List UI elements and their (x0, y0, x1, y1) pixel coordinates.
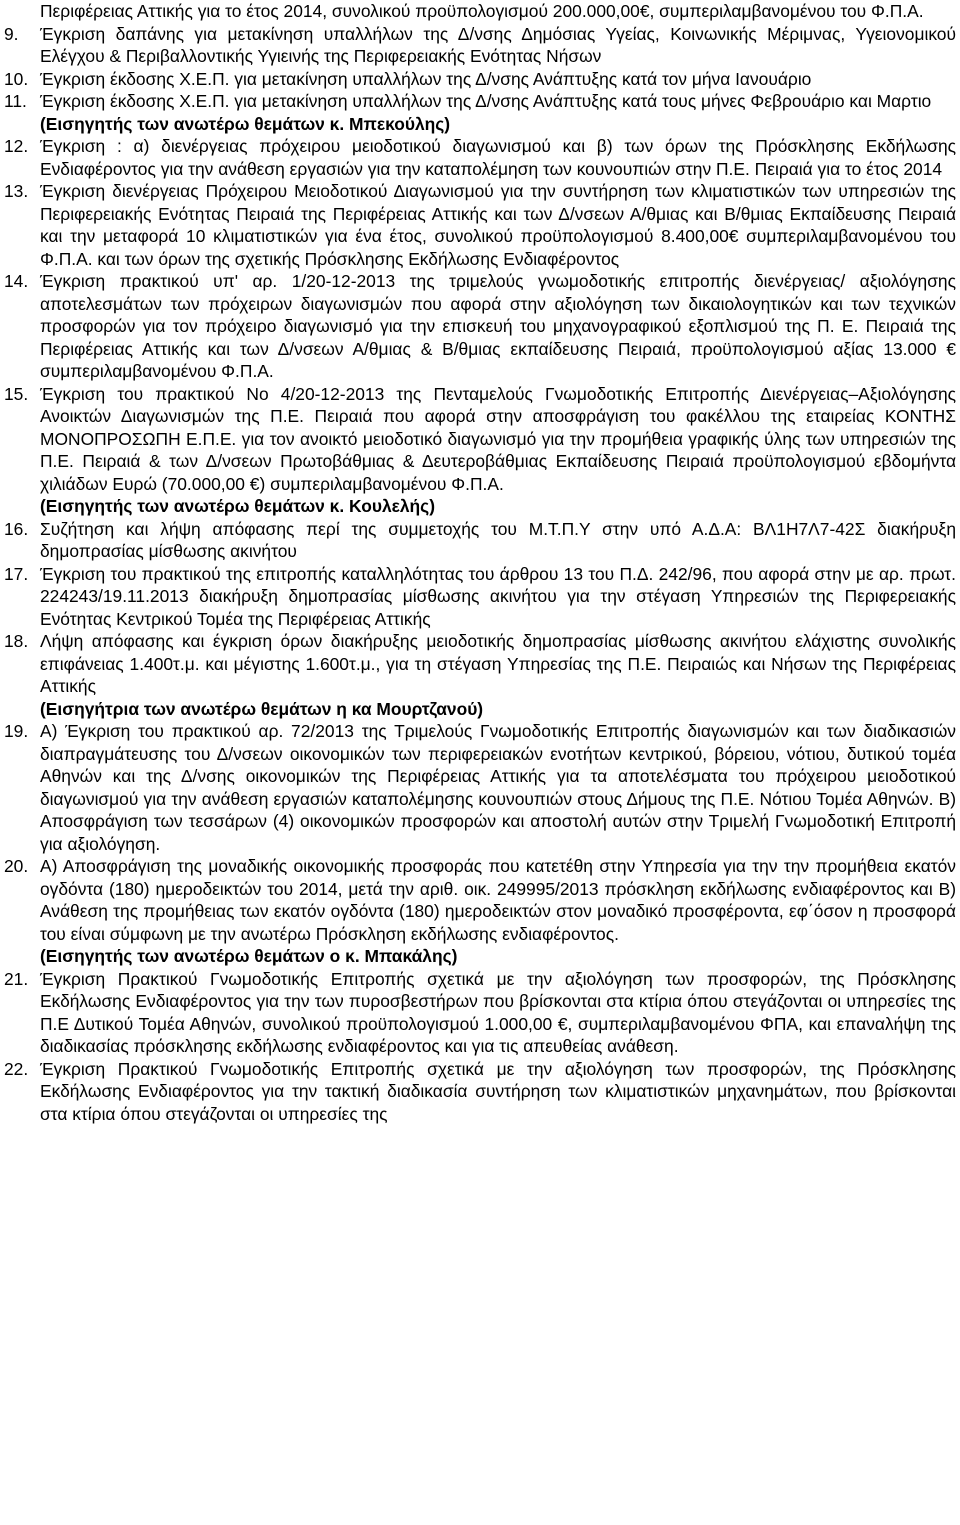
agenda-item-number: 17. (4, 563, 29, 584)
agenda-item (0, 270, 960, 383)
agenda-item (0, 383, 960, 496)
agenda-item (0, 1058, 960, 1126)
agenda-item (0, 23, 960, 68)
agenda-item-number: 22. (4, 1058, 29, 1079)
agenda-item (0, 968, 960, 1058)
agenda-item-text: Έγκριση διενέργειας Πρόχειρου Μειοδοτικού Διαγωνισμού για την συντήρηση των κλιματιστικών των υπηρεσιών της Περιφερειακής Ενότητας Πειραιά της Περιφέρειας Αττικής και των Δ/νσεων Α/θμιας και Β/θμιας Εκπαίδευσης Πειραιά και την μεταφορά 10 κλιματιστικών για ένα έτος, συνολικού προϋπολογισμού 8.400,00€ συμπεριλαμβανομένου του Φ.Π.Α. και των όρων της σχετικής Πρόσκλησης Εκδήλωσης Ενδιαφέροντος (40, 181, 956, 269)
agenda-item-number: 9. (4, 23, 19, 44)
agenda-item-number: 20. (4, 856, 29, 876)
agenda-item-text: Έγκριση Πρακτικού Γνωμοδοτικής Επιτροπής σχετικά με την αξιολόγηση των προσφορών, της Πρόσκλησης Εκδήλωσης Ενδιαφέροντος για την τακτική διαδικασία συντήρηση των κλιματιστικών μηχανημάτων, που βρίσκονται στα κτίρια όπου στεγάζονται οι υπηρεσίες της (40, 1058, 956, 1124)
agenda-item-number: 10. (4, 68, 29, 89)
agenda-item-number: 18. (4, 631, 29, 651)
agenda-item (0, 90, 960, 113)
agenda-item-number: 13. (4, 181, 29, 201)
agenda-item-number: 21. (4, 968, 29, 989)
agenda-item-number: 19. (4, 721, 29, 741)
continued-paragraph (0, 0, 960, 23)
agenda-item-number: 15. (4, 383, 29, 404)
agenda-item-text: Έγκριση Πρακτικού Γνωμοδοτικής Επιτροπής σχετικά με την αξιολόγηση των προσφορών, της Πρόσκλησης Εκδήλωσης Ενδιαφέροντος για την των πυροσβεστήρων που βρίσκονται στα κτίρια όπου στεγάζονται οι υπηρεσίες της Π.Ε Δυτικού Τομέα Αθηνών, συνολικού προϋπολογισμού 1.000,00 €, συμπεριλαμβανομένου ΦΠΑ, και επαναλήψη της διαδικασίας πρόσκλησης εκδήλωσης ενδιαφέροντος και για τις απευθείας ανάθεση. (40, 968, 956, 1056)
agenda-item-text: Έγκριση πρακτικού υπ' αρ. 1/20-12-2013 της τριμελούς γνωμοδοτικής επιτροπής διενέργειας/ αξιολόγησης αποτελεσμάτων των πρόχειρων διαγωνισμών που αφορά στην αξιολόγηση των δικαιολογητικών και των τεχνικών προσφορών για τον πρόχειρο διαγωνισμό για την επισκευή του μηχανογραφικού εξοπλισμού της Π. Ε. Πειραιά της Περιφέρειας Αττικής και των Δ/νσεων Α/θμιας & Β/θμιας εκπαίδευσης Πειραιά, προϋπολογισμού αξίας 13.000 € συμπεριλαμβανομένου Φ.Π.Α. (40, 271, 956, 381)
agenda-item (0, 68, 960, 91)
rapporteur-heading: (Εισηγητής των ανωτέρω θεμάτων κ. Κουλελής) (40, 496, 435, 516)
agenda-item-text: Έγκριση του πρακτικού της επιτροπής καταλληλότητας του άρθρου 13 του Π.Δ. 242/96, που αφορά στην με αρ. πρωτ. 224243/19.11.2013 διακήρυξη δημοπρασίας μίσθωσης ακινήτου για την στέγαση Υπηρεσιών της Περιφερειακής Ενότητας Κεντρικού Τομέα της Περιφέρειας Αττικής (40, 563, 956, 629)
agenda-item-text: Λήψη απόφασης και έγκριση όρων διακήρυξης μειοδοτικής δημοπρασίας μίσθωσης ακινήτου ελάχιστης συνολικής επιφάνειας 1.400τ.μ. και μέγιστης 1.600τ.μ., για τη στέγαση Υπηρεσίας της Π.Ε. Πειραιώς και Νήσων της Περιφέρειας Αττικής (40, 631, 956, 696)
agenda-item-text: Έγκριση έκδοσης Χ.Ε.Π. για μετακίνηση υπαλλήλων της Δ/νσης Ανάπτυξης κατά τους μήνες Φεβρουάριο και Μαρτιο (40, 91, 932, 111)
agenda-item-text: Περιφέρειας Αττικής για το έτος 2014, συνολικού προϋπολογισμού 200.000,00€, συμπεριλαμβανομένου του Φ.Π.Α. (40, 1, 924, 21)
rapporteur-heading: (Εισηγητής των ανωτέρω θεμάτων κ. Μπεκούλης) (40, 113, 451, 134)
agenda-item-text: Α) Αποσφράγιση της μοναδικής οικονομικής προσφοράς που κατετέθη στην Υπηρεσία για την την προμήθεια εκατόν ογδόντα (180) ημεροδεικτών του 2014, μετά την αριθ. οικ. 249995/2013 πρόσκληση εκδήλωσης ενδιαφέροντος και Β) Ανάθεση της προμήθειας των εκατόν ογδόντα (180) ημεροδεικτών στον μοναδικό προσφέροντα, εφ΄όσον η προσφορά του είναι σύμφωνη με την ανωτέρω Πρόσκληση εκδήλωσης ενδιαφέροντος. (40, 856, 956, 944)
agenda-item-number: 16. (4, 518, 29, 539)
agenda-item-number: 14. (4, 271, 29, 291)
agenda-item (0, 630, 960, 698)
agenda-item-number: 11. (4, 91, 27, 111)
rapporteur-heading: (Εισηγήτρια των ανωτέρω θεμάτων η κα Μουρτζανού) (40, 698, 484, 719)
rapporteur-heading: (Εισηγητής των ανωτέρω θεμάτων ο κ. Μπακάλης) (40, 946, 458, 966)
agenda-item (0, 135, 960, 180)
agenda-item (0, 720, 960, 855)
agenda-item (0, 855, 960, 945)
agenda-item-text: Α) Έγκριση του πρακτικού αρ. 72/2013 της Τριμελούς Γνωμοδοτικής Επιτροπής διαγωνισμών και των διαδικασιών διαπραγμάτευσης του Δ/νσεων οικονομικών των περιφερειακών ενοτήτων κεντρικού, βόρειου, νότιου, δυτικού τομέα Αθηνών και της Δ/νσης οικονομικών της Περιφέρειας Αττικής για τα αποτελέσματα του πρόχειρου μειοδοτικού διαγωνισμού για την ανάθεση εργασιών καταπολέμησης κουνουπιών στους Δήμους της Π.Ε. Νότιου Τομέα Αθηνών. Β) Αποσφράγιση των τεσσάρων (4) οικονομικών προσφορών και αποστολή αυτών στην Τριμελή Γνωμοδοτική Επιτροπή για αξιολόγηση. (40, 721, 956, 854)
agenda-item (0, 180, 960, 270)
agenda-item-text: Έγκριση : α) διενέργειας πρόχειρου μειοδοτικού διαγωνισμού και β) των όρων της Πρόσκλησης Εκδήλωσης Ενδιαφέροντος για την ανάθεση εργασιών για την καταπολέμηση των κουνουπιών στην Π.Ε. Πειραιά για το έτος 2014 (40, 136, 956, 179)
agenda-item-text: Έγκριση δαπάνης για μετακίνηση υπαλλήλων της Δ/νσης Δημόσιας Υγείας, Κοινωνικής Μέριμνας, Υγειονομικού Ελέγχου & Περιβαλλοντικής Υγιεινής της Περιφερειακής Ενότητας Νήσων (40, 23, 956, 66)
agenda-item (0, 518, 960, 563)
agenda-item-number: 12. (4, 136, 29, 156)
agenda-item (0, 563, 960, 631)
agenda-item-text: Συζήτηση και λήψη απόφασης περί της συμμετοχής του Μ.Τ.Π.Υ στην υπό Α.Δ.Α: ΒΛ1Η7Λ7-42Σ διακήρυξη δημοπρασίας μίσθωσης ακινήτου (40, 518, 956, 561)
agenda-item-text: Έγκριση έκδοσης Χ.Ε.Π. για μετακίνηση υπαλλήλων της Δ/νσης Ανάπτυξης κατά τον μήνα Ιανουάριο (40, 68, 812, 89)
agenda-item-text: Έγκριση του πρακτικού Νο 4/20-12-2013 της Πενταμελούς Γνωμοδοτικής Επιτροπής Διενέργειας–Αξιολόγησης Ανοικτών Διαγωνισμών της Π.Ε. Πειραιά που αφορά στην αποσφράγιση του φακέλλου της εταιρείας ΚΟΝΤΗΣ ΜΟΝΟΠΡΟΣΩΠΗ Ε.Π.Ε. για τον ανοικτό μειοδοτικό διαγωνισμό για την προμήθεια γραφικής ύλης των υπηρεσιών της Π.Ε. Πειραιά & των Δ/νσεων Πρωτοβάθμιας & Δευτεροβάθμιας Εκπαίδευσης Πειραιά προϋπολογισμού εβδομήντα χιλιάδων Ευρώ (70.000,00 €) συμπεριλαμβανομένου Φ.Π.Α. (40, 383, 956, 494)
